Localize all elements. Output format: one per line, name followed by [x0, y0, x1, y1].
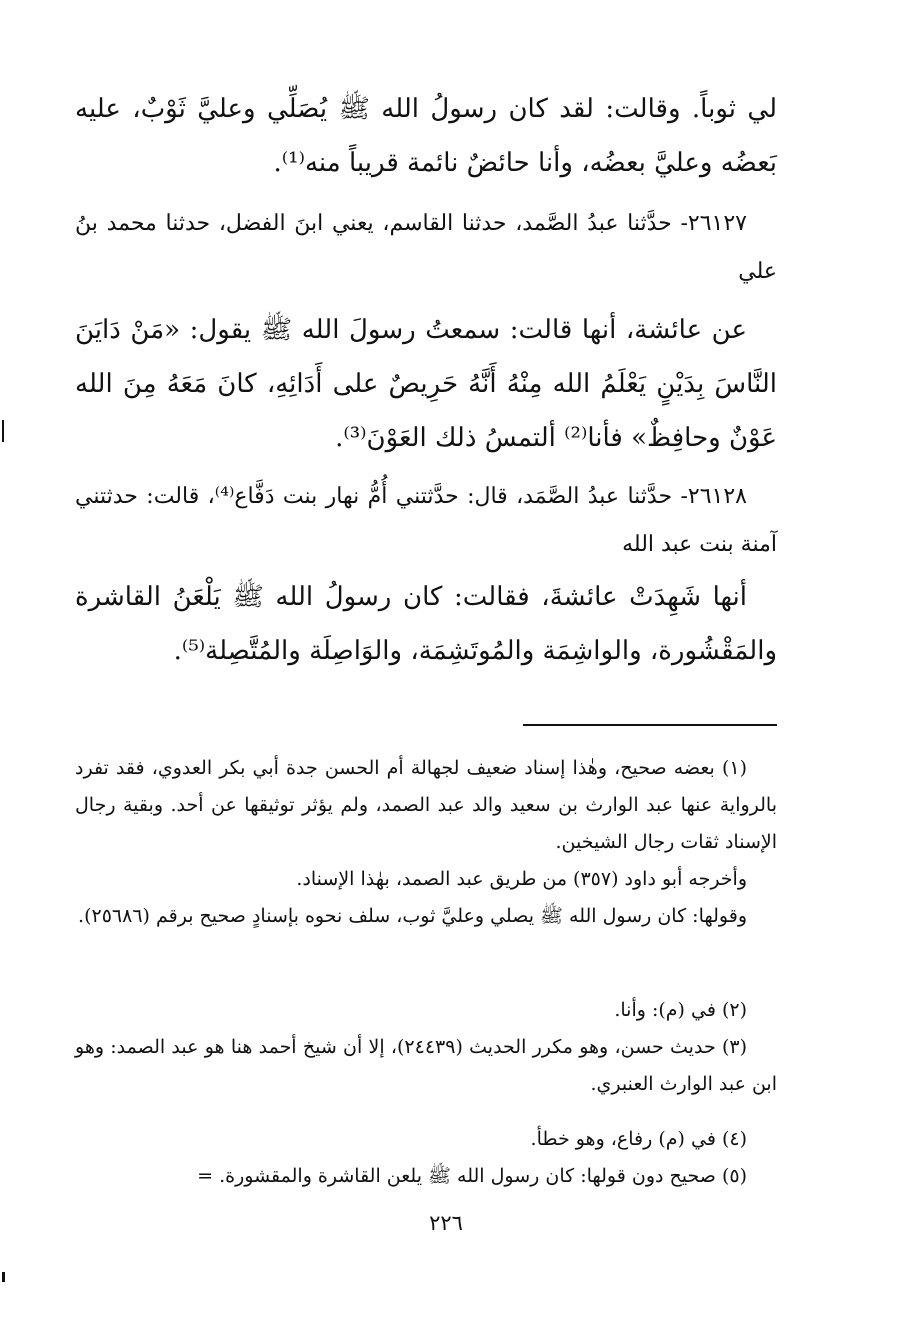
hadith-26128-isnad: ٢٦١٢٨- حدَّثنا عبدُ الصَّمَد، قال: حدَّثتني أُمُّ نهار بنت دَفَّاع⁽⁴⁾، قالت: حدثتني آمنة بنت عبد الله — [75, 484, 777, 557]
footnote-1-continued: وأخرجه أبو داود (٣٥٧) من طريق عبد الصمد، بهٰذا الإسناد. — [296, 868, 747, 890]
hadith-26128-matn: أنها شَهِدَتْ عائشةَ، فقالت: كان رسولُ الله ﷺ يَلْعَنُ القاشرة والمَقْشُورة، والواشِمَة والمُوتَشِمَة، والوَاصِلَة والمُتَّصِلة⁽⁵⁾. — [75, 582, 777, 666]
scan-edge-mark — [2, 420, 4, 442]
footnote-4: (٤) في (م) رفاع، وهو خطأ. — [530, 1128, 747, 1150]
scan-edge-mark — [2, 1272, 5, 1282]
footnote-2: (٢) في (م): وأنا. — [614, 999, 747, 1021]
footnote-1-note: وقولها: كان رسول الله ﷺ يصلي وعليَّ ثوب، سلف نحوه بإسنادٍ صحيح برقم (٢٥٦٨٦). — [78, 905, 747, 927]
footnote-3: (٣) حديث حسن، وهو مكرر الحديث (٢٤٤٣٩)، إلا أن شيخ أحمد هنا هو عبد الصمد: وهو ابن عبد الوارث العنبري. — [75, 1036, 777, 1095]
footnote-5: (٥) صحيح دون قولها: كان رسول الله ﷺ يلعن القاشرة والمقشورة. = — [197, 1165, 747, 1187]
footnote-1: (١) بعضه صحيح، وهٰذا إسناد ضعيف لجهالة أم الحسن جدة أبي بكر العدوي، فقد تفرد بالرواية عنها عبد الوارث بن سعيد والد عبد الصمد، ولم يؤثر توثيقها عن أحد. وبقية رجال الإسناد ثقات رجال الشيخين. — [75, 757, 777, 853]
hadith-26127-isnad: ٢٦١٢٧- حدَّثنا عبدُ الصَّمد، حدثنا القاسم، يعني ابنَ الفضل، حدثنا محمد بنُ علي — [75, 211, 777, 284]
paragraph-continuation: لي ثوباً. وقالت: لقد كان رسولُ الله ﷺ يُصَلِّي وعليَّ ثَوْبٌ، عليه بَعضُه وعليَّ بعضُه، وأنا حائضٌ نائمة قريباً منه⁽¹⁾. — [75, 94, 777, 178]
footnote-divider — [523, 724, 777, 726]
hadith-26127-matn: عن عائشة، أنها قالت: سمعتُ رسولَ الله ﷺ يقول: «مَنْ دَايَنَ النَّاسَ بِدَيْنٍ يَعْلَمُ الله مِنْهُ أَنَّهُ حَرِيصٌ على أَدَائِهِ، كانَ مَعَهُ مِنَ الله عَوْنٌ وحافِظٌ» فأنا⁽²⁾ ألتمسُ ذلك العَوْنَ⁽³⁾. — [75, 315, 777, 453]
page-number: ٢٢٦ — [429, 1211, 463, 1235]
